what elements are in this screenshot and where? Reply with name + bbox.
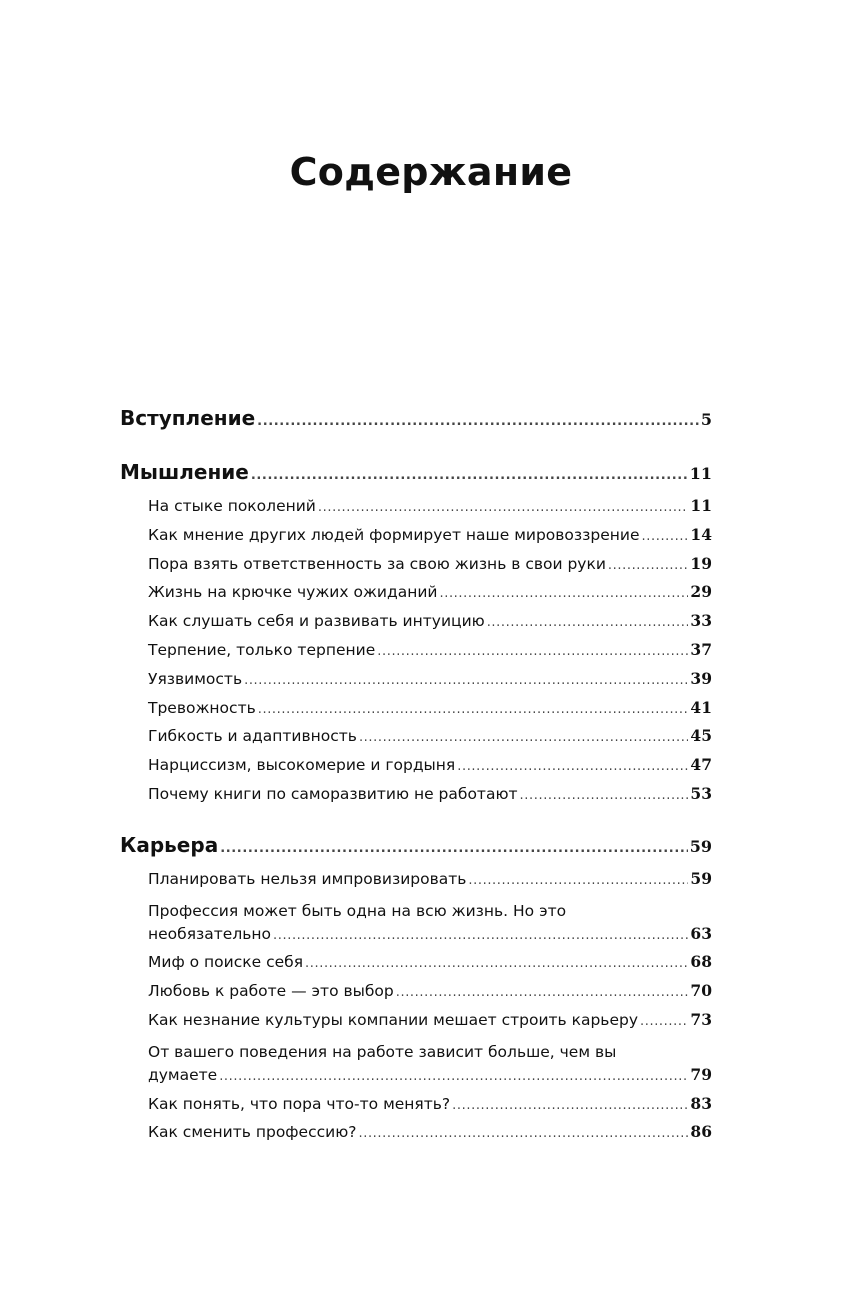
dot-leader <box>487 612 689 630</box>
toc-entry-label: Как сменить профессию? <box>148 1123 357 1142</box>
dot-leader <box>468 870 688 888</box>
toc-entry-label: Как понять, что пора что-то менять? <box>148 1094 451 1113</box>
dot-leader <box>439 583 688 601</box>
toc-entry[interactable] <box>120 582 712 611</box>
toc-entry-label: Планировать нельзя импровизировать <box>148 869 467 888</box>
toc-entry-label: На стыке поколений <box>148 497 316 515</box>
dot-leader <box>219 1066 688 1084</box>
page-number: 11 <box>690 496 712 515</box>
page-number: 5 <box>700 410 712 429</box>
dot-leader <box>358 1123 688 1141</box>
dot-leader <box>452 1095 688 1113</box>
page-number: 53 <box>690 783 712 803</box>
dot-leader <box>377 641 688 659</box>
table-of-contents <box>120 406 712 1151</box>
toc-entry[interactable] <box>120 869 712 898</box>
toc-entry-multiline[interactable] <box>120 1039 712 1094</box>
toc-entry[interactable] <box>120 1094 712 1123</box>
toc-entry-label: Миф о поиске себя <box>148 953 304 972</box>
toc-entry-label-line1: От вашего поведения на работе зависит больше, чем вы <box>148 1042 617 1061</box>
toc-entry-label: Гибкость и адаптивность <box>148 727 357 746</box>
section-thinking <box>120 460 712 813</box>
toc-entry-label-line1: Профессия может быть одна на всю жизнь. Но это <box>148 901 567 920</box>
toc-entry[interactable] <box>120 755 712 784</box>
page-number: 79 <box>690 1064 712 1084</box>
dot-leader <box>457 756 688 774</box>
toc-entry[interactable] <box>120 726 712 755</box>
dot-leader <box>251 460 688 484</box>
page-number: 73 <box>690 1009 712 1029</box>
toc-entry[interactable] <box>120 1122 712 1151</box>
toc-entry[interactable] <box>120 784 712 813</box>
page-number: 83 <box>690 1093 712 1113</box>
toc-entry-label: Жизнь на крючке чужих ожиданий <box>148 583 438 602</box>
toc-entry-label: Уязвимость <box>148 669 243 688</box>
page-number: 47 <box>690 755 712 775</box>
page-number: 29 <box>690 582 712 602</box>
toc-entry-label: Почему книги по саморазвитию не работают <box>148 784 518 803</box>
toc-entry-label: Как слушать себя и развивать интуицию <box>148 612 485 631</box>
toc-entry-label: Как незнание культуры компании мешает строить карьеру <box>148 1010 638 1029</box>
dot-leader <box>396 982 689 1000</box>
page-number: 70 <box>690 981 712 1001</box>
toc-entry-label-line2: необязательно <box>148 924 272 943</box>
toc-entry-label: Терпение, только терпение <box>148 640 376 659</box>
page-number: 19 <box>690 553 712 573</box>
dot-leader <box>640 1011 688 1029</box>
dot-leader <box>257 406 699 430</box>
dot-leader <box>608 555 689 573</box>
page-number: 37 <box>690 639 712 659</box>
toc-entry-label-line2: думаете <box>148 1065 218 1084</box>
toc-entry[interactable] <box>120 669 712 698</box>
page-number: 33 <box>690 611 712 631</box>
dot-leader <box>244 670 688 688</box>
dot-leader <box>273 925 688 943</box>
toc-entry[interactable] <box>120 496 712 525</box>
dot-leader <box>318 497 689 515</box>
page-title: Содержание <box>289 150 573 194</box>
toc-heading-label: Карьера <box>120 832 219 857</box>
page-number: 68 <box>690 952 712 972</box>
dot-leader <box>305 953 688 971</box>
toc-entry-label: Тревожность <box>148 698 256 717</box>
page-number: 63 <box>690 923 712 943</box>
page-number: 14 <box>690 524 712 544</box>
toc-entry-label: Пора взять ответственность за свою жизнь в свои руки <box>148 554 606 573</box>
toc-entry[interactable] <box>120 611 712 640</box>
toc-entry[interactable] <box>120 1010 712 1039</box>
toc-entry-label: Как мнение других людей формирует наше мировоззрение <box>148 525 640 544</box>
toc-entry-label: Нарциссизм, высокомерие и гордыня <box>148 756 456 775</box>
dot-leader <box>642 526 689 544</box>
page-number: 86 <box>690 1122 712 1142</box>
toc-heading-thinking[interactable] <box>120 460 712 496</box>
toc-heading-career[interactable] <box>120 833 712 869</box>
page-number: 39 <box>690 668 712 688</box>
dot-leader <box>220 833 688 857</box>
toc-entry[interactable] <box>120 640 712 669</box>
toc-entry[interactable] <box>120 525 712 554</box>
toc-heading-label: Мышление <box>120 460 249 484</box>
dot-leader <box>258 699 689 717</box>
page-number: 45 <box>690 726 712 746</box>
page-number: 11 <box>689 464 712 483</box>
page-number: 59 <box>689 836 712 856</box>
dot-leader <box>520 785 689 803</box>
toc-heading-intro[interactable] <box>120 406 712 442</box>
toc-entry-multiline[interactable] <box>120 898 712 953</box>
section-intro <box>120 406 712 442</box>
section-career <box>120 833 712 1151</box>
toc-entry-label: Любовь к работе — это выбор <box>148 982 394 1001</box>
toc-entry[interactable] <box>120 981 712 1010</box>
toc-entry[interactable] <box>120 952 712 981</box>
page-number: 41 <box>690 697 712 717</box>
toc-entry-line2 <box>148 924 712 953</box>
dot-leader <box>359 727 688 745</box>
toc-entry[interactable] <box>120 554 712 583</box>
page-number: 59 <box>690 868 712 888</box>
toc-entry-line2 <box>148 1065 712 1094</box>
toc-heading-label: Вступление <box>120 406 256 430</box>
toc-entry[interactable] <box>120 698 712 727</box>
